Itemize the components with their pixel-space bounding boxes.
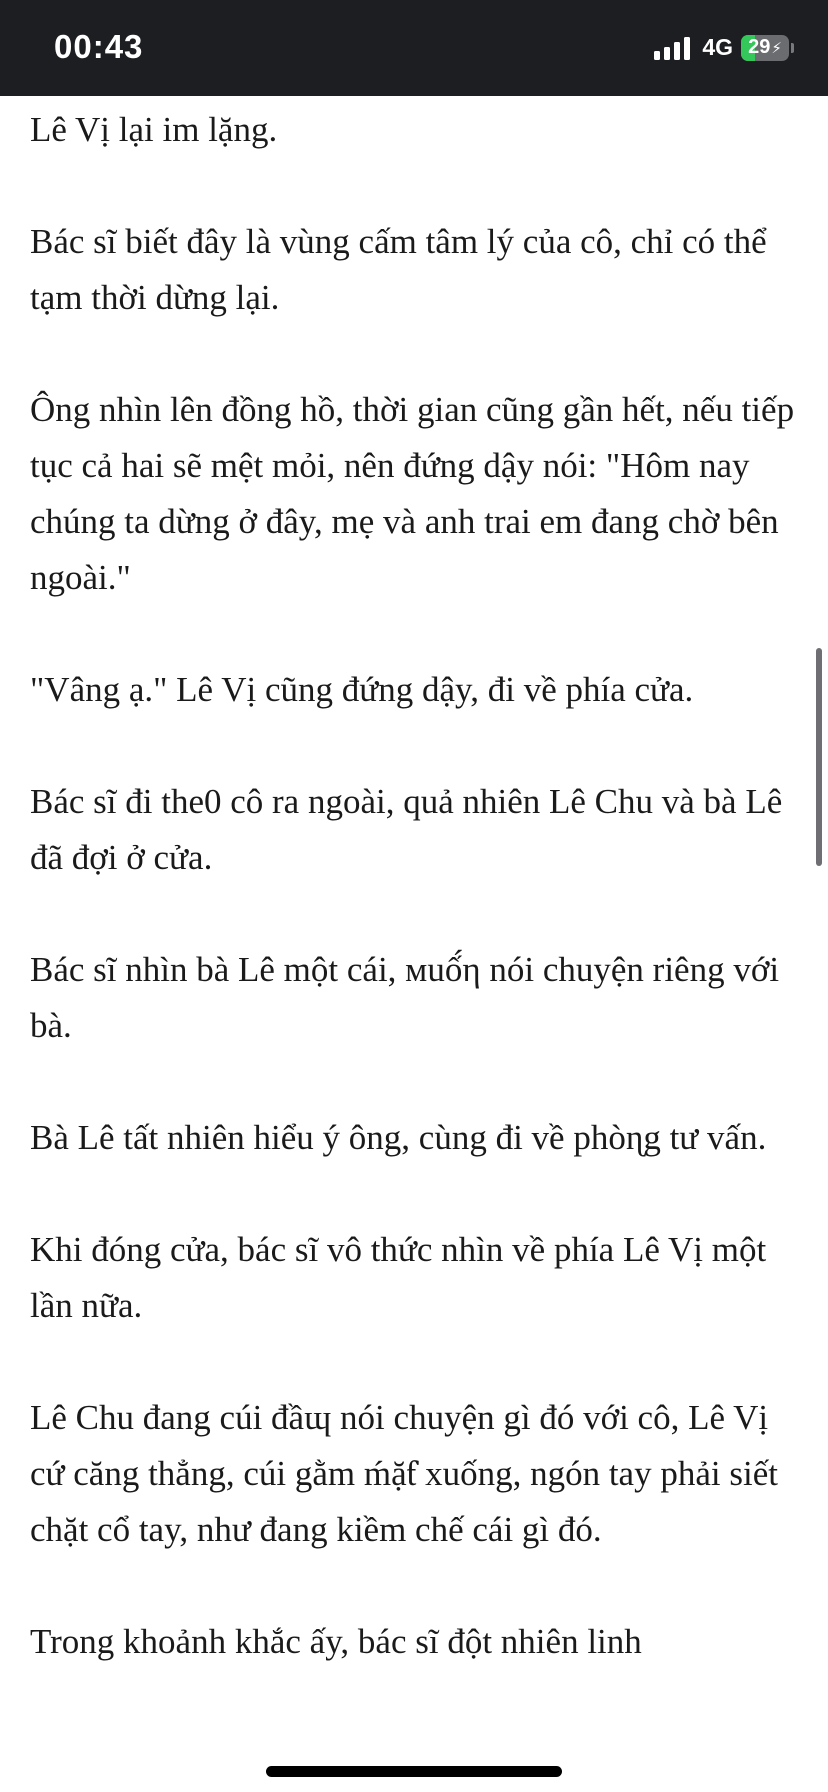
battery-cap	[791, 43, 794, 53]
paragraph: Khi đóng cửa, bác sĩ vô thức nhìn về phía Lê Vị một lần nữa.	[30, 1230, 767, 1325]
paragraph: Bác sĩ đi the0 cô ra ngoài, quả nhiên Lê Chu và bà Lê đã đợi ở cửa.	[30, 782, 783, 877]
paragraph: "Vâng ạ." Lê Vị cũng đứng dậy, đi về phía cửa.	[30, 670, 694, 709]
paragraph: Lê Chu đang cúi đầɰ nói chuyện gì đó với cô, Lê Vị cứ căng thẳng, cúi gằm ḿặƭ xuống, ngón tay phải siết chặt cổ tay, như đang kiềm chế cái gì đó.	[30, 1398, 778, 1549]
charging-bolt-icon: ⚡	[771, 39, 782, 57]
status-bar	[0, 0, 828, 96]
paragraph: Bác sĩ nhìn bà Lê một cái, мuố́η nói chuyện riêng với bà.	[30, 950, 780, 1045]
paragraph: Ông nhìn lên đồng hồ, thời gian cũng gần hết, nếu tiếp tục cả hai sẽ mệt mỏi, nên đứng dậy nói: "Hôm nay chúng ta dừng ở đây, mẹ và anh trai em đang chờ bên ngoài."	[30, 390, 795, 597]
paragraph: Lê Vị lại im lặng.	[30, 110, 278, 149]
paragraph: Trong khoảnh khắc ấy, bác sĩ đột nhiên linh	[30, 1622, 642, 1661]
battery-icon	[741, 35, 789, 61]
scrollbar-thumb[interactable]	[816, 648, 822, 866]
home-indicator[interactable]	[266, 1766, 562, 1777]
paragraph: Bác sĩ biết đây là vùng cấm tâm lý của cô, chỉ có thể tạm thời dừng lại.	[30, 222, 767, 317]
paragraph: Bà Lê tất nhiên hiểu ý ông, cùng đi về phòɳg tư vấn.	[30, 1118, 767, 1157]
network-type: 4G	[702, 34, 733, 60]
status-time: 00:43	[54, 28, 144, 65]
battery-percentage: 29 ⚡	[748, 36, 782, 58]
cellular-signal-icon	[654, 36, 690, 60]
status-indicators	[654, 34, 794, 61]
article-body	[30, 102, 796, 1726]
